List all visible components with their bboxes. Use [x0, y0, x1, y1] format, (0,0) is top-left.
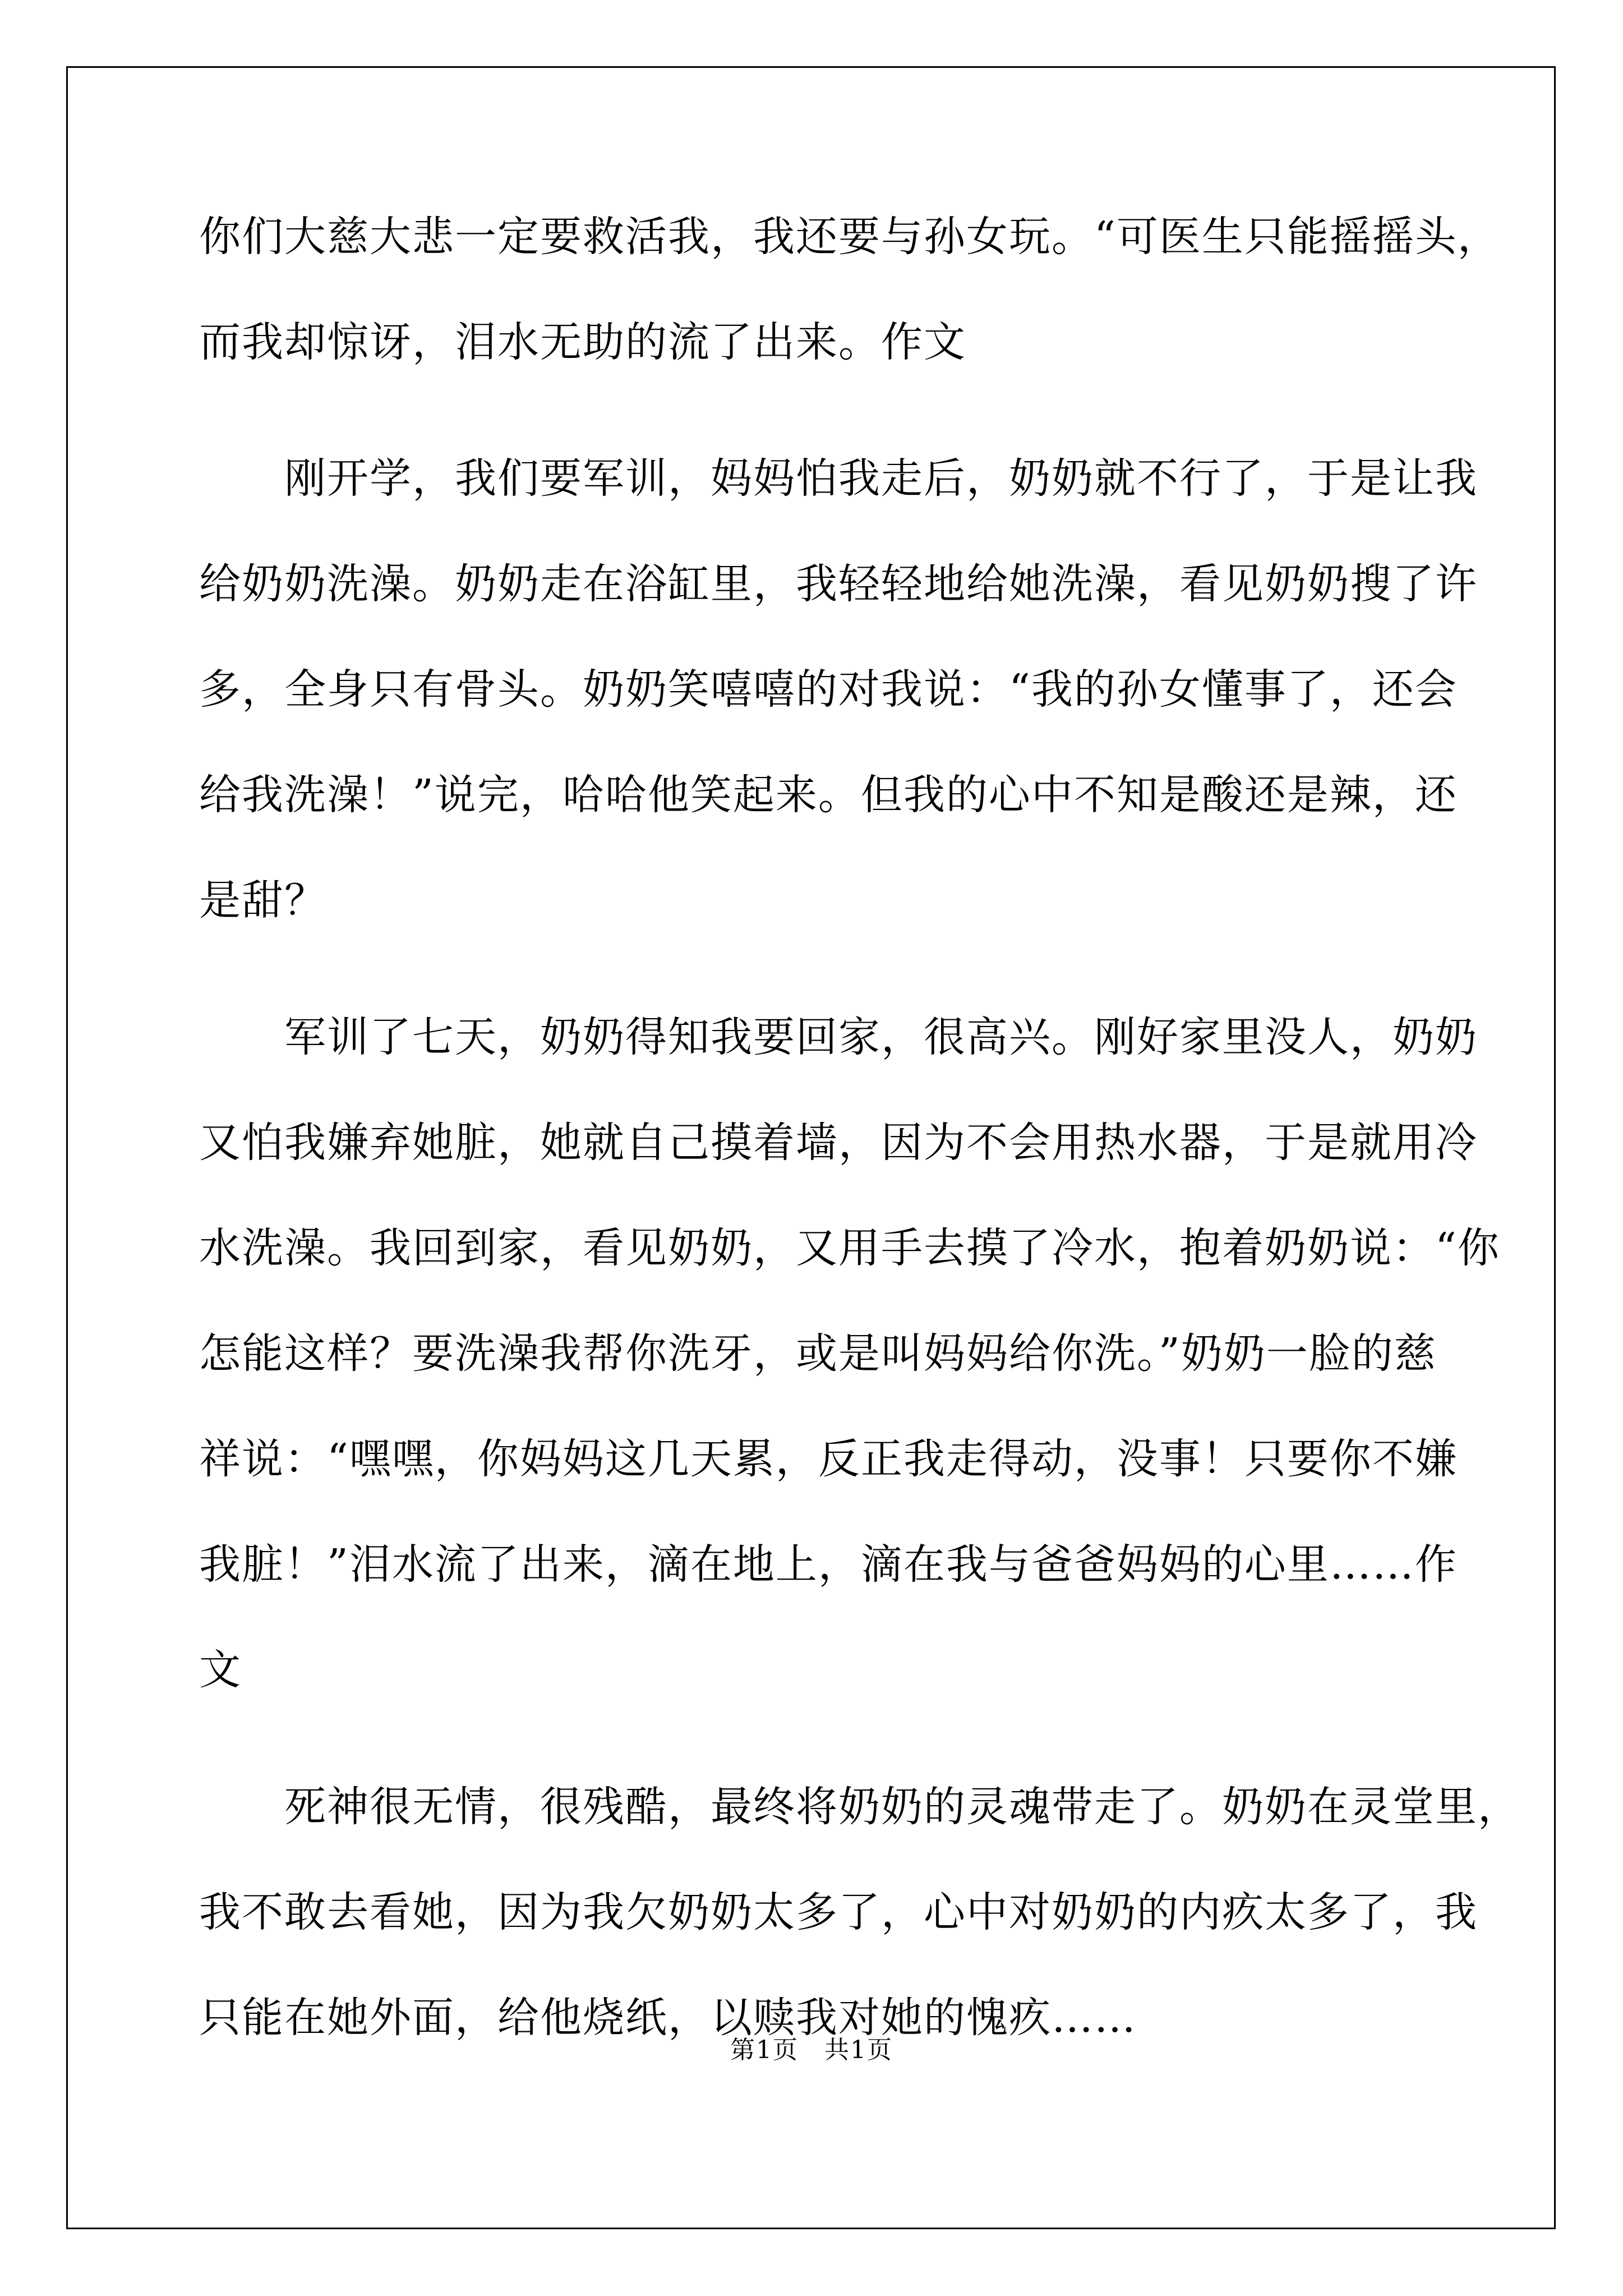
text-line-10: 水洗澡。我回到家，看见奶奶，又用手去摸了冷水，抱着奶奶说：“你 — [199, 1224, 1500, 1272]
text-line-14: 文 — [199, 1646, 242, 1694]
text-line-3: 刚开学，我们要军训，妈妈怕我走后，奶奶就不行了，于是让我 — [199, 454, 1478, 503]
page-number-footer: 第1页 共1页 — [730, 2036, 893, 2064]
text-line-9: 又怕我嫌弃她脏，她就自己摸着墙，因为不会用热水器，于是就用冷 — [199, 1119, 1478, 1167]
text-line-13: 我脏！”泪水流了出来，滴在地上，滴在我与爸爸妈妈的心里……作 — [199, 1540, 1458, 1589]
text-line-15: 死神很无情，很残酷，最终将奶奶的灵魂带走了。奶奶在灵堂里， — [199, 1783, 1520, 1831]
text-line-1: 你们大慈大悲一定要救活我，我还要与孙女玩。“可医生只能摇摇头， — [199, 213, 1500, 261]
text-line-5: 多，全身只有骨头。奶奶笑嘻嘻的对我说：“我的孙女懂事了，还会 — [199, 665, 1458, 714]
text-line-7: 是甜？ — [199, 876, 327, 924]
text-line-11: 怎能这样？要洗澡我帮你洗牙，或是叫妈妈给你洗。”奶奶一脸的慈 — [199, 1329, 1437, 1378]
text-line-17: 只能在她外面，给他烧纸，以赎我对她的愧疚…… — [199, 1994, 1137, 2042]
text-line-8: 军训了七天，奶奶得知我要回家，很高兴。刚好家里没人，奶奶 — [199, 1013, 1478, 1061]
text-line-12: 祥说：“嘿嘿，你妈妈这几天累，反正我走得动，没事！只要你不嫌 — [199, 1435, 1458, 1483]
text-line-6: 给我洗澡！”说完，哈哈他笑起来。但我的心中不知是酸还是辣，还 — [199, 771, 1458, 819]
text-line-4: 给奶奶洗澡。奶奶走在浴缸里，我轻轻地给她洗澡，看见奶奶搜了许 — [199, 560, 1478, 608]
text-line-16: 我不敢去看她，因为我欠奶奶太多了，心中对奶奶的内疚太多了，我 — [199, 1888, 1478, 1936]
text-line-2: 而我却惊讶，泪水无助的流了出来。作文 — [199, 318, 966, 366]
